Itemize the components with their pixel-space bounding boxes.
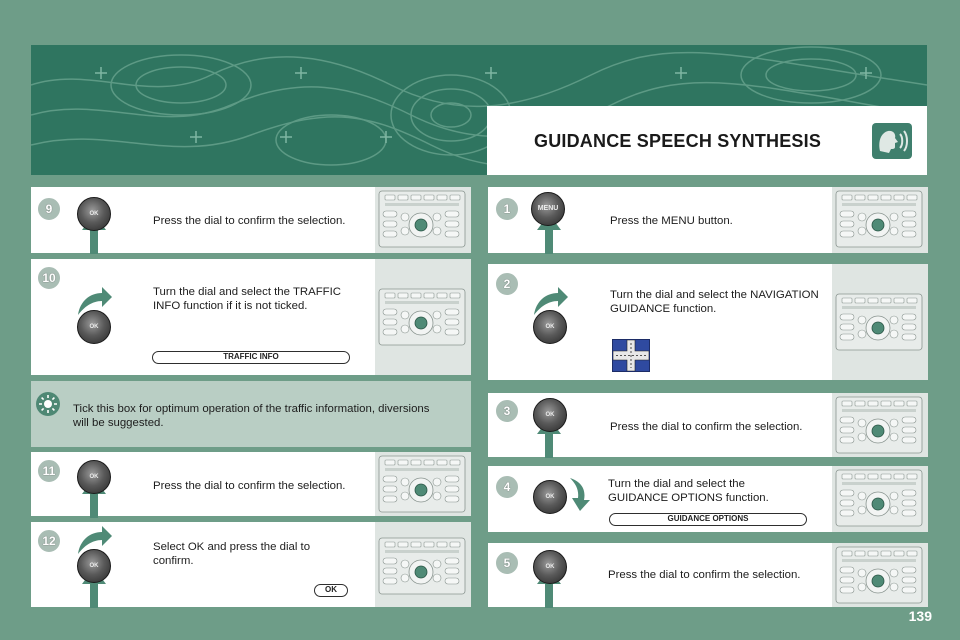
radio-illustration — [375, 452, 471, 516]
navigation-crossroad-icon — [612, 339, 650, 372]
ok-option: OK — [314, 584, 348, 597]
radio-illustration — [832, 466, 928, 532]
sun-tip-icon — [36, 392, 60, 416]
ok-dial-icon: OK — [533, 310, 567, 344]
tip-box — [31, 381, 471, 447]
step-2-badge: 2 — [495, 272, 519, 296]
page-title: GUIDANCE SPEECH SYNTHESIS — [534, 131, 822, 151]
traffic-info-option: TRAFFIC INFO — [152, 351, 350, 364]
turn-down-arrow-icon — [566, 476, 592, 512]
step-5-badge: 5 — [495, 551, 519, 575]
ok-dial-icon: OK — [533, 398, 567, 432]
step-9-text: Press the dial to confirm the selection. — [153, 215, 346, 227]
step-9-badge: 9 — [37, 197, 61, 221]
step-12-text: Select OK and press the dial to confirm. — [153, 541, 311, 567]
speech-synthesis-icon — [872, 123, 912, 159]
step-1-badge: 1 — [495, 197, 519, 221]
tip-text: Tick this box for optimum operation of the traffic information, diversions will be suggested. — [73, 403, 430, 429]
step-10-badge: 10 — [37, 266, 61, 290]
radio-illustration — [832, 187, 928, 253]
step-4-badge: 4 — [495, 475, 519, 499]
radio-illustration — [375, 259, 471, 375]
radio-illustration — [375, 187, 471, 253]
step-1-text: Press the MENU button. — [610, 215, 733, 227]
ok-dial-icon: OK — [77, 460, 111, 494]
ok-dial-icon: OK — [533, 550, 567, 584]
guidance-options-option: GUIDANCE OPTIONS — [609, 513, 807, 526]
step-3-badge: 3 — [495, 399, 519, 423]
title-box — [487, 106, 927, 175]
ok-dial-icon: OK — [77, 310, 111, 344]
step-3-text: Press the dial to confirm the selection. — [610, 421, 803, 433]
radio-illustration — [832, 393, 928, 457]
menu-button-icon: MENU — [531, 192, 565, 226]
page-number: 139 — [908, 608, 932, 624]
step-11-badge: 11 — [37, 459, 61, 483]
ok-dial-icon: OK — [77, 197, 111, 231]
radio-illustration — [832, 264, 928, 380]
radio-illustration — [832, 543, 928, 607]
step-2-text: Turn the dial and select the NAVIGATION GUIDANCE function. — [610, 289, 819, 315]
step-12-badge: 12 — [37, 529, 61, 553]
step-11-text: Press the dial to confirm the selection. — [153, 480, 346, 492]
ok-dial-icon: OK — [533, 480, 567, 514]
step-10-text: Turn the dial and select the TRAFFIC INFO function if it is not ticked. — [153, 286, 342, 312]
ok-dial-icon: OK — [77, 549, 111, 583]
radio-illustration — [375, 522, 471, 607]
step-5-text: Press the dial to confirm the selection. — [608, 569, 801, 581]
step-4-text: Turn the dial and select the GUIDANCE OPTIONS function. — [608, 478, 769, 504]
